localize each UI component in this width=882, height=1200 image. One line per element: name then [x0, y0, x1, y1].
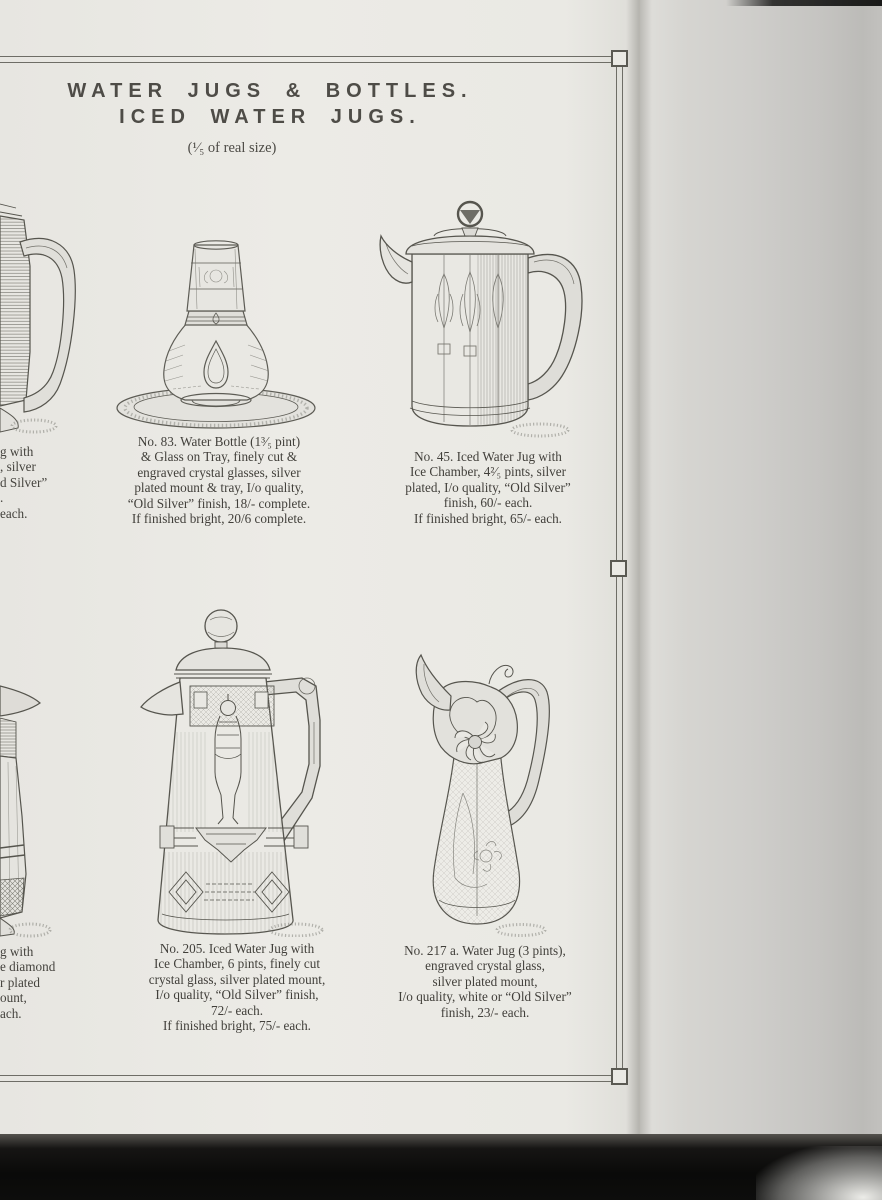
caption-line: engraved crystal glass, — [425, 958, 545, 974]
jug-spout — [0, 686, 40, 716]
caption-line: No. 83. Water Bottle (1³⁄₅ pint) — [137, 434, 301, 449]
caption-no-217a — [369, 943, 601, 1020]
tendril-ornament — [489, 665, 513, 684]
page-gutter-crease — [626, 0, 652, 1148]
jug-spout — [141, 682, 183, 715]
illustration-partial-jug-top-left — [0, 202, 82, 440]
caption-line: If finished bright, 75/- each. — [163, 1018, 311, 1034]
tall-jug-drawing — [136, 602, 331, 937]
caption-line: No. 45. Iced Water Jug with — [414, 449, 562, 464]
diamond-cut-base — [0, 878, 24, 916]
caption-line: crystal glass, silver plated mount, — [148, 971, 326, 987]
page-title-line2: ICED WATER JUGS. — [119, 106, 421, 128]
border-square-top — [611, 50, 628, 67]
caption-line: 72/- each. — [211, 1002, 263, 1018]
caption-line: finish, 60/- each. — [443, 495, 533, 511]
jug-lid — [406, 236, 534, 254]
partial-jug-drawing-2 — [0, 666, 58, 944]
caption-line: r plated — [0, 974, 40, 990]
caption-line: engraved crystal glasses, silver — [137, 464, 301, 480]
caption-line: g with — [0, 944, 34, 959]
caption-line: each. — [0, 505, 28, 521]
caption-line: I/o quality, “Old Silver” finish, — [155, 987, 319, 1003]
caption-line: , silver — [0, 459, 36, 475]
jug-spout — [416, 655, 451, 710]
border-rule-bottom — [0, 1075, 611, 1082]
jug-lid — [176, 648, 270, 670]
book-bottom-shadow — [0, 1134, 882, 1200]
scan-corner-highlight — [756, 1146, 882, 1200]
caption-line: & Glass on Tray, finely cut & — [140, 449, 298, 465]
caption-line: I/o quality, white or “Old Silver” — [398, 989, 572, 1005]
caption-no-205 — [116, 941, 358, 1033]
caption-line: d Silver” — [0, 474, 48, 490]
border-rule-top — [0, 56, 613, 63]
page-title — [52, 80, 488, 129]
caption-line: plated mount & tray, I/o quality, — [134, 480, 304, 496]
border-square-middle — [610, 560, 627, 577]
caption-line: ount, — [0, 990, 27, 1006]
scale-note: (¹⁄₅ of real size) — [187, 140, 277, 156]
page-title-line1: WATER JUGS & BOTTLES. — [67, 80, 473, 102]
caption-line: “Old Silver” finish, 18/- complete. — [127, 495, 311, 511]
ball-finial — [205, 610, 237, 642]
caption-line: . — [0, 490, 4, 506]
caption-no-45 — [377, 449, 599, 526]
illustration-partial-jug-bottom-left — [0, 666, 58, 944]
caption-line: No. 217 a. Water Jug (3 pints), — [404, 943, 566, 958]
jug-spout — [380, 236, 412, 283]
jug-handle — [528, 254, 582, 400]
illustration-water-jug-217a — [393, 648, 551, 938]
illustration-water-bottle-83 — [113, 233, 320, 431]
illustration-iced-jug-45 — [378, 198, 583, 438]
illustration-iced-jug-205 — [136, 602, 331, 937]
caption-fragment-bottom-left — [0, 944, 72, 1021]
caption-fragment-top-left — [0, 444, 66, 521]
water-bottle-drawing — [113, 233, 320, 431]
caption-no-83 — [103, 434, 335, 526]
caption-line: Ice Chamber, 4²⁄₅ pints, silver — [410, 464, 566, 480]
caption-line: plated, I/o quality, “Old Silver” — [405, 479, 571, 495]
scan-edge-shadow-top — [726, 0, 882, 6]
caption-line: Ice Chamber, 6 pints, finely cut — [153, 956, 321, 972]
partial-jug-drawing — [0, 202, 82, 440]
caption-line: silver plated mount, — [432, 973, 538, 989]
caption-line: No. 205. Iced Water Jug with — [159, 941, 315, 956]
caption-line: e diamond — [0, 959, 56, 975]
nouveau-jug-drawing — [393, 648, 551, 938]
iced-jug-drawing — [378, 198, 583, 438]
caption-line: If finished bright, 65/- each. — [414, 510, 562, 526]
caption-line: ach. — [0, 1005, 22, 1021]
border-square-bottom — [611, 1068, 628, 1085]
book-page-edge — [640, 0, 882, 1148]
caption-line: g with — [0, 444, 34, 459]
caption-line: finish, 23/- each. — [440, 1004, 530, 1020]
caption-line: If finished bright, 20/6 complete. — [131, 511, 307, 527]
